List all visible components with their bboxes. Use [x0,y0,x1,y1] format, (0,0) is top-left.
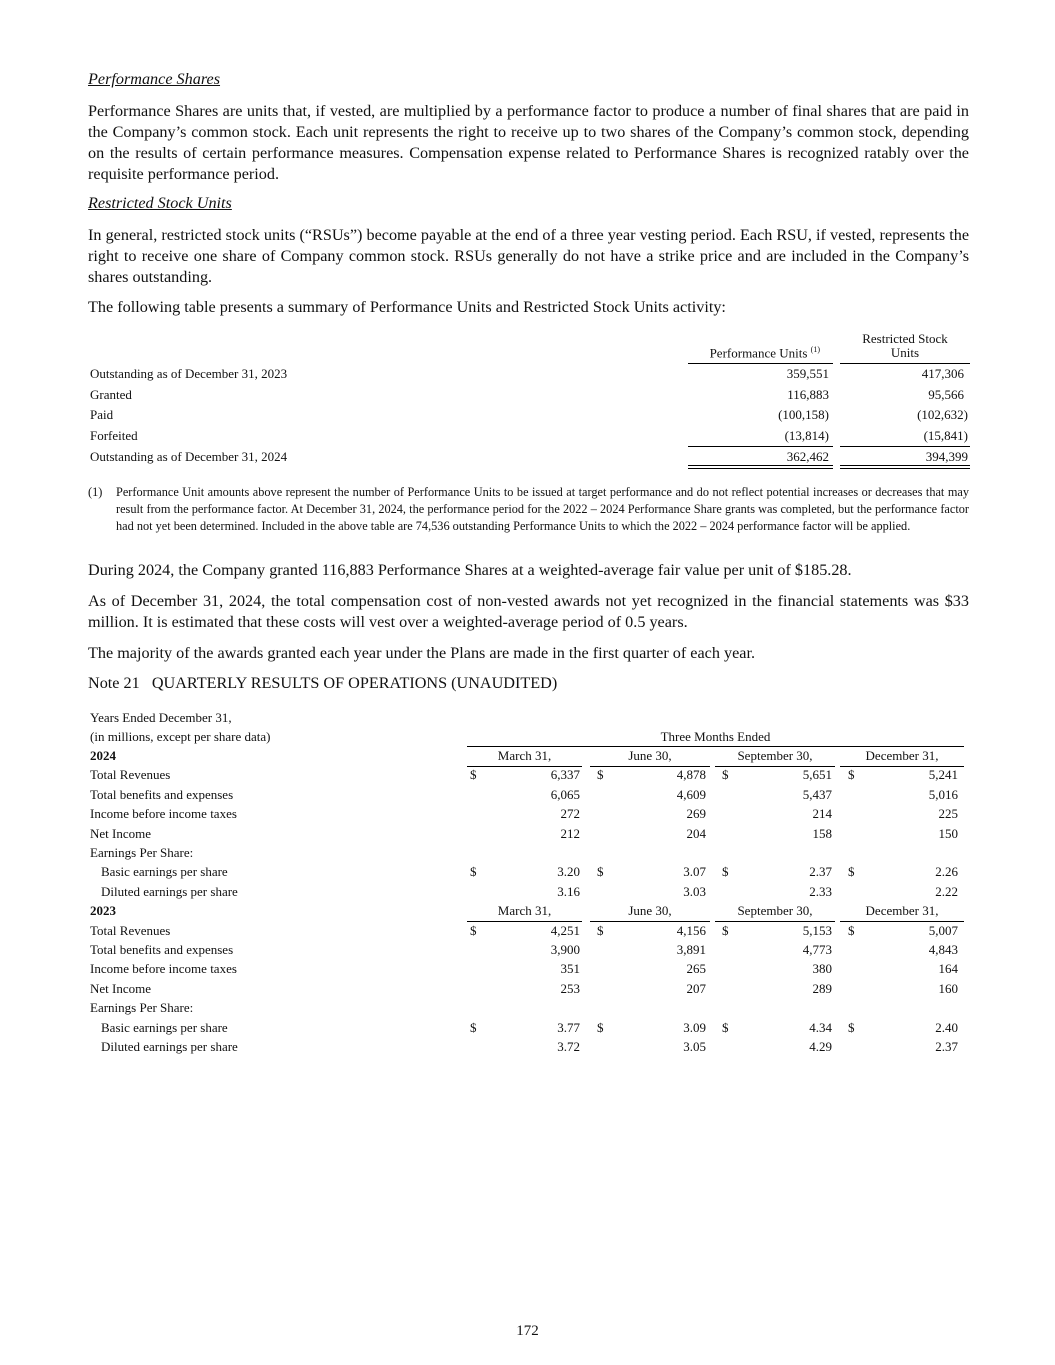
header-rsu-line2: Units [890,345,920,360]
header-performance-units-label: Performance Units [709,345,808,361]
quarter-value: 2.37 [935,1039,958,1054]
quarter-value: 4,773 [802,942,832,957]
total-double-line [840,465,970,469]
currency-symbol: $ [470,1019,477,1035]
year-label: 2024 [90,748,116,763]
three-months-ended-header: Three Months Ended [660,729,771,744]
currency-symbol: $ [470,922,477,938]
quarter-value: 253 [560,980,580,996]
row-label: Basic earnings per share [101,1019,228,1035]
quarter-value: 160 [938,980,958,996]
performance-shares-text: Performance Shares are units that, if vested, are multiplied by a performance factor to produce a number of final shares that are paid in the Company’s common stock. Each unit represents the right to receive up to two shares of the Company’s common stock, depending on the results of certain performance measures. Compensation expense related to Performance Shares is recognized ratably over the requisite performance period. [88,102,969,183]
rsu-value: (15,841) [923,428,968,444]
majority-paragraph: The majority of the awards granted each year under the Plans are made in the first quarter of each year. [88,644,755,662]
rsu-value: 95,566 [928,386,964,402]
currency-symbol: $ [722,922,729,938]
summary-intro: The following table presents a summary of Performance Units and Restricted Stock Units activity: [88,298,726,316]
quarter-value: 5,007 [928,922,958,938]
table-caption-years: Years Ended December 31, [90,710,232,725]
row-label: Total benefits and expenses [90,942,234,957]
quarter-value: 4,609 [676,786,706,802]
quarter-header: September 30, [737,748,813,763]
rsu-value: 417,306 [921,366,964,381]
quarter-value: 6,337 [550,767,580,783]
row-label: Outstanding as of December 31, 2024 [90,448,288,464]
currency-symbol: $ [470,767,477,783]
row-label: Granted [90,386,132,402]
quarter-value: 3.77 [557,1019,580,1035]
quarter-value: 3.16 [557,883,580,899]
currency-symbol: $ [848,864,855,880]
quarter-value: 2.22 [935,883,958,899]
row-label: Net Income [90,825,152,841]
quarter-value: 225 [938,806,958,822]
quarter-value: 214 [812,806,832,822]
quarter-value: 3.03 [683,883,706,899]
row-label: Income before income taxes [90,806,237,822]
quarter-value: 2.33 [809,883,832,899]
quarter-value: 150 [938,825,958,841]
quarter-value: 4,251 [550,922,580,938]
granted-paragraph: During 2024, the Company granted 116,883 Performance Shares at a weighted-average fair value per unit of $185.28. [88,561,852,579]
quarter-value: 2.37 [809,864,832,880]
quarter-value: 272 [560,806,580,822]
footnote-number: (1) [88,485,103,499]
currency-symbol: $ [722,1019,729,1035]
quarter-value: 265 [686,961,706,977]
rsu-value: 394,399 [925,448,968,464]
rsu-text: In general, restricted stock units (“RSUs”) become payable at the end of a three year vesting period. Each RSU, if vested, represents the right to receive one share of Company common stock. RSUs generally do not have a strike price and are included in the Company’s shares outstanding. [88,226,969,286]
currency-symbol: $ [722,767,729,783]
row-label: Outstanding as of December 31, 2023 [90,366,288,381]
quarter-header: March 31, [497,748,552,763]
row-label: Forfeited [90,428,138,444]
quarter-value: 269 [686,806,706,822]
group-header-underline [467,746,964,747]
quarter-value: 207 [686,980,706,996]
performance-units-value: 359,551 [786,366,829,381]
quarter-value: 4,156 [676,922,706,938]
note-title: QUARTERLY RESULTS OF OPERATIONS (UNAUDITED) [151,674,558,692]
compensation-cost-paragraph: As of December 31, 2024, the total compensation cost of non-vested awards not yet recognized in the financial statements was $33 million. It is estimated that these costs will vest over a weighted-average period of 0.5 years. [88,592,969,631]
currency-symbol: $ [848,922,855,938]
row-label: Total Revenues [90,767,171,783]
footnote [88,484,969,535]
quarter-header: March 31, [497,903,552,919]
row-label: Net Income [90,980,152,996]
note-number: Note 21 [88,674,140,692]
quarter-value: 3.09 [683,1019,706,1035]
row-label: Paid [90,407,114,423]
quarter-value: 3,900 [550,942,580,957]
currency-symbol: $ [597,864,604,880]
header-underline [688,363,833,364]
note-21-heading [88,674,557,693]
quarter-value: 4.34 [809,1019,832,1035]
quarter-value: 3,891 [676,942,706,957]
header-rsu [840,332,970,360]
header-rsu-line1: Restricted Stock [862,331,948,346]
quarter-header: June 30, [628,903,672,919]
currency-symbol: $ [597,922,604,938]
quarter-value: 4.29 [809,1039,832,1054]
performance-units-value: (13,814) [784,428,829,444]
quarter-value: 5,651 [802,767,832,783]
quarter-value: 164 [938,961,958,977]
quarter-value: 289 [812,980,832,996]
quarter-header: December 31, [865,748,939,763]
row-label: Basic earnings per share [101,864,228,880]
quarter-header: June 30, [628,748,672,763]
quarter-value: 351 [560,961,580,977]
row-label: Total benefits and expenses [90,786,234,802]
currency-symbol: $ [470,864,477,880]
quarter-value: 204 [686,825,706,841]
quarter-value: 3.07 [683,864,706,880]
quarter-value: 3.72 [557,1039,580,1054]
quarter-value: 5,241 [928,767,958,783]
subtotal-line [688,446,833,447]
quarter-value: 2.26 [935,864,958,880]
row-label: Income before income taxes [90,961,237,977]
footnote-ref: (1) [810,345,820,354]
quarter-value: 4,843 [928,942,958,957]
quarter-header: December 31, [865,903,939,919]
footnote-text: Performance Unit amounts above represent the number of Performance Units to be issued at target performance and do not reflect potential increases or decreases that may result from the performance factor. At December 31, 2024, the performance period for the 2022 – 2024 Performance Share grants was completed, but the performance factor had not yet been determined. Included in the above table are 74,536 outstanding Performance Units to which the 2022 – 2024 performance factor will be applied. [116,485,969,533]
rsu-value: (102,632) [917,407,968,423]
quarter-header: September 30, [737,903,813,919]
header-underline [840,363,970,364]
currency-symbol: $ [722,864,729,880]
subtotal-line [840,446,970,447]
quarter-value: 5,016 [928,786,958,802]
performance-units-value: 116,883 [787,386,829,402]
page-number: 172 [516,1323,539,1339]
quarter-value: 3.05 [683,1039,706,1054]
quarter-value: 3.20 [557,864,580,880]
total-double-line [688,465,833,469]
quarter-value: 6,065 [550,786,580,802]
quarter-value: 5,437 [802,786,832,802]
quarter-value: 4,878 [676,767,706,783]
currency-symbol: $ [597,1019,604,1035]
header-performance-units [660,345,820,361]
row-label: Earnings Per Share: [90,1000,194,1016]
quarter-value: 5,153 [802,922,832,938]
rsu-heading: Restricted Stock Units [88,194,232,212]
currency-symbol: $ [848,1019,855,1035]
row-label: Diluted earnings per share [101,1039,238,1054]
year-label: 2023 [90,903,116,919]
row-label: Diluted earnings per share [101,883,238,899]
performance-shares-heading: Performance Shares [88,70,221,88]
currency-symbol: $ [597,767,604,783]
performance-units-value: (100,158) [778,407,829,423]
currency-symbol: $ [848,767,855,783]
table-caption-units: (in millions, except per share data) [90,729,271,744]
row-label: Total Revenues [90,922,171,938]
performance-units-value: 362,462 [786,448,829,464]
quarter-value: 212 [560,825,580,841]
quarter-value: 380 [812,961,832,977]
quarter-value: 2.40 [935,1019,958,1035]
quarter-value: 158 [812,825,832,841]
row-label: Earnings Per Share: [90,845,194,860]
